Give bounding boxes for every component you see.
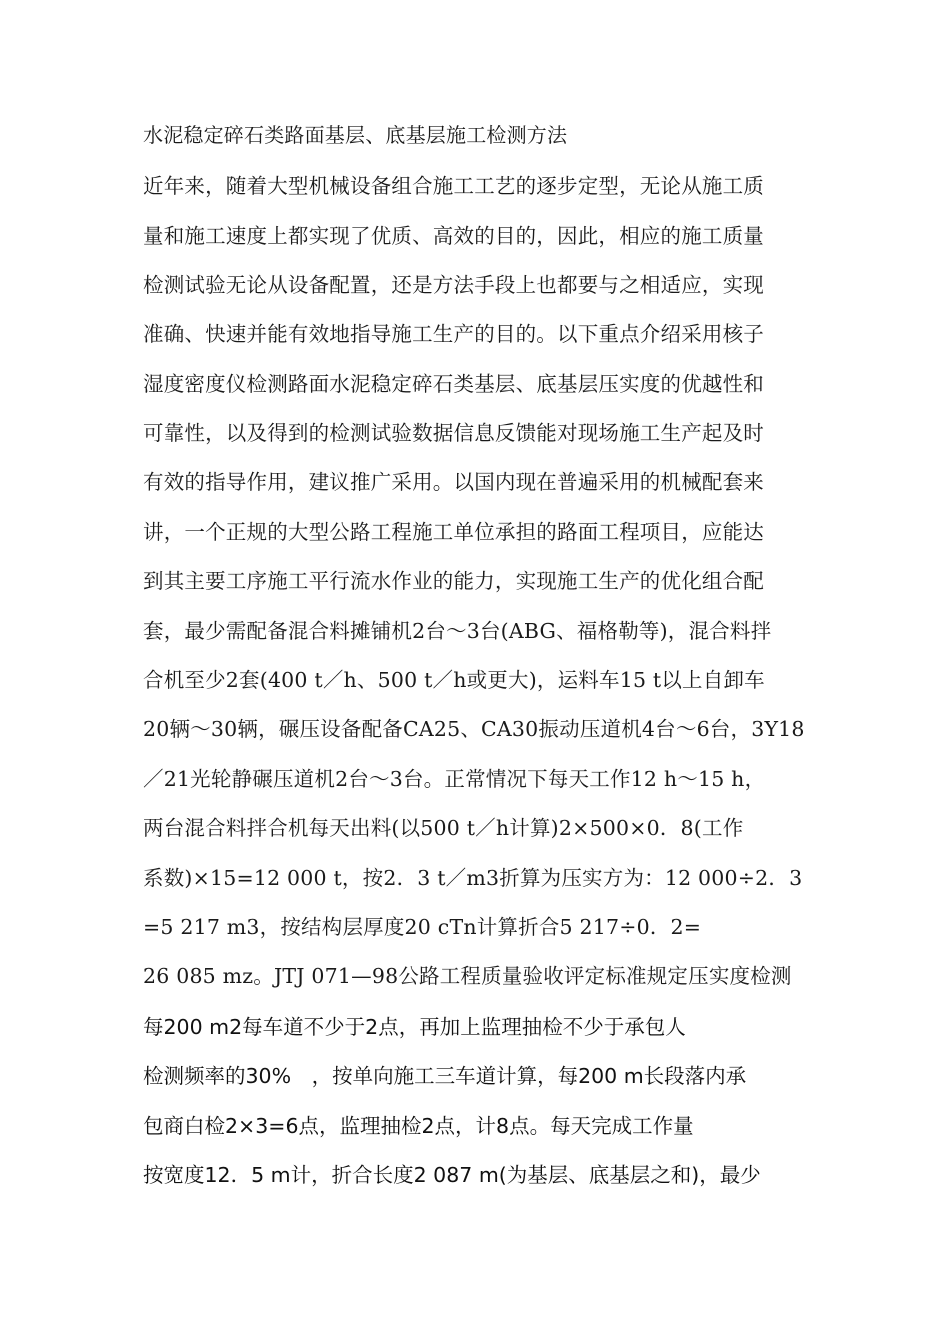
paragraph-line: ／21光轮静碾压道机2台～3台。正常情况下每天工作12 h～15 h， xyxy=(143,767,766,791)
paragraph-line: 检测频率的30% ，按单向施工三车道计算，每200 m长段落内承 xyxy=(143,1064,747,1088)
paragraph-line: =5 217 m3，按结构层厚度20 cTn计算折合5 217÷0．2= xyxy=(143,915,702,939)
paragraph-line: 准确、快速并能有效地指导施工生产的目的。以下重点介绍采用核子 xyxy=(143,322,764,346)
paragraph-line: 讲，一个正规的大型公路工程施工单位承担的路面工程项目，应能达 xyxy=(143,520,764,544)
paragraph-line: 20辆～30辆，碾压设备配备CA25、CA30振动压道机4台～6台，3Y18 xyxy=(143,717,805,741)
paragraph-line: 两台混合料拌合机每天出料(以500 t／h计算)2×500×0．8(工作 xyxy=(143,816,744,840)
document-title: 水泥稳定碎石类路面基层、底基层施工检测方法 xyxy=(143,123,568,147)
paragraph-line: 量和施工速度上都实现了优质、高效的目的，因此，相应的施工质量 xyxy=(143,224,764,248)
paragraph-line: 包商白检2×3=6点，监理抽检2点，计8点。每天完成工作量 xyxy=(143,1114,694,1138)
paragraph-line: 合机至少2套(400 t／h、500 t／h或更大)，运料车15 t以上自卸车 xyxy=(143,668,765,692)
paragraph-line: 套，最少需配备混合料摊铺机2台～3台(ABG、福格勒等)，混合料拌 xyxy=(143,619,772,643)
paragraph-line: 到其主要工序施工平行流水作业的能力，实现施工生产的优化组合配 xyxy=(143,569,764,593)
paragraph-line: 近年来，随着大型机械设备组合施工工艺的逐步定型，无论从施工质 xyxy=(143,174,764,198)
paragraph-line: 有效的指导作用，建议推广采用。以国内现在普遍采用的机械配套来 xyxy=(143,470,764,494)
paragraph-line: 检测试验无论从设备配置，还是方法手段上也都要与之相适应，实现 xyxy=(143,273,764,297)
paragraph-line: 湿度密度仪检测路面水泥稳定碎石类基层、底基层压实度的优越性和 xyxy=(143,372,764,396)
paragraph-line: 按宽度12．5 m计，折合长度2 087 m(为基层、底基层之和)，最少 xyxy=(143,1163,761,1187)
paragraph-line: 每200 m2每车道不少于2点，再加上监理抽检不少于承包人 xyxy=(143,1015,686,1039)
paragraph-line: 26 085 mz。JTJ 071—98公路工程质量验收评定标准规定压实度检测 xyxy=(143,964,792,988)
paragraph-line: 系数)×15=12 000 t，按2．3 t／m3折算为压实方为：12 000÷2．3 xyxy=(143,866,803,890)
paragraph-line: 可靠性，以及得到的检测试验数据信息反馈能对现场施工生产起及时 xyxy=(143,421,764,445)
